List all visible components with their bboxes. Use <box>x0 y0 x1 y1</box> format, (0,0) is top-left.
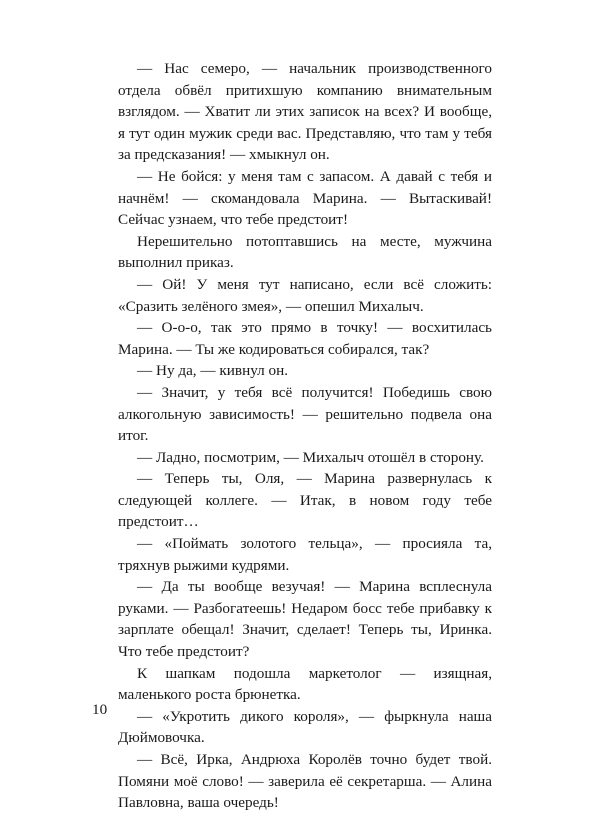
paragraph: — О-о-о, так это прямо в точку! — восхитилась Марина. — Ты же кодироваться собирался, так? <box>118 319 492 358</box>
paragraph: — Не бойся: у меня там с запасом. А давай с тебя и начнём! — скомандовала Марина. — Вытаскивай! Сейчас узнаем, что тебе предстоит! <box>118 167 492 229</box>
paragraph: Нерешительно потоптавшись на месте, мужчина выполнил приказ. <box>118 232 492 272</box>
paragraph: — Ой! У меня тут написано, если всё сложить: «Сразить зелёного змея», — опешил Михалыч. <box>118 275 492 315</box>
paragraph: — Нас семеро, — начальник производственного отдела обвёл притихшую компанию внимательным взглядом. — Хватит ли этих записок на всех? И вообще, я тут один мужик среди вас. Представляю, что там у тебя за предсказания! — хмыкнул он. <box>118 60 492 164</box>
paragraph: — Всё, Ирка, Андрюха Королёв точно будет твой. Помяни моё слово! — заверила её секретарша. — Алина Павловна, ваша очередь! <box>118 751 492 812</box>
page-number: 10 <box>92 701 108 718</box>
paragraph: К шапкам подошла маркетолог — изящная, маленького роста брюнетка. <box>118 664 492 704</box>
paragraph: — «Поймать золотого тельца», — просияла та, тряхнув рыжими кудрями. <box>118 535 492 574</box>
paragraph: — Да ты вообще везучая! — Марина всплеснула руками. — Разбогатеешь! Недаром босс тебе прибавку к зарплате обещал! Значит, сделает! Теперь ты, Иринка. Что тебе предстоит? <box>118 578 492 661</box>
paragraph: — Ну да, — кивнул он. <box>137 362 289 380</box>
paragraph: — Значит, у тебя всё получится! Победишь свою алкогольную зависимость! — решительно подвела она итог. <box>118 383 492 445</box>
paragraph: — Теперь ты, Оля, — Марина развернулась к следующей коллеге. — Итак, в новом году тебе предстоит… <box>118 470 492 531</box>
page-text <box>118 58 492 814</box>
paragraph: — Ладно, посмотрим, — Михалыч отошёл в сторону. <box>137 448 484 466</box>
paragraph: — «Укротить дикого короля», — фыркнула наша Дюймовочка. <box>118 707 492 747</box>
